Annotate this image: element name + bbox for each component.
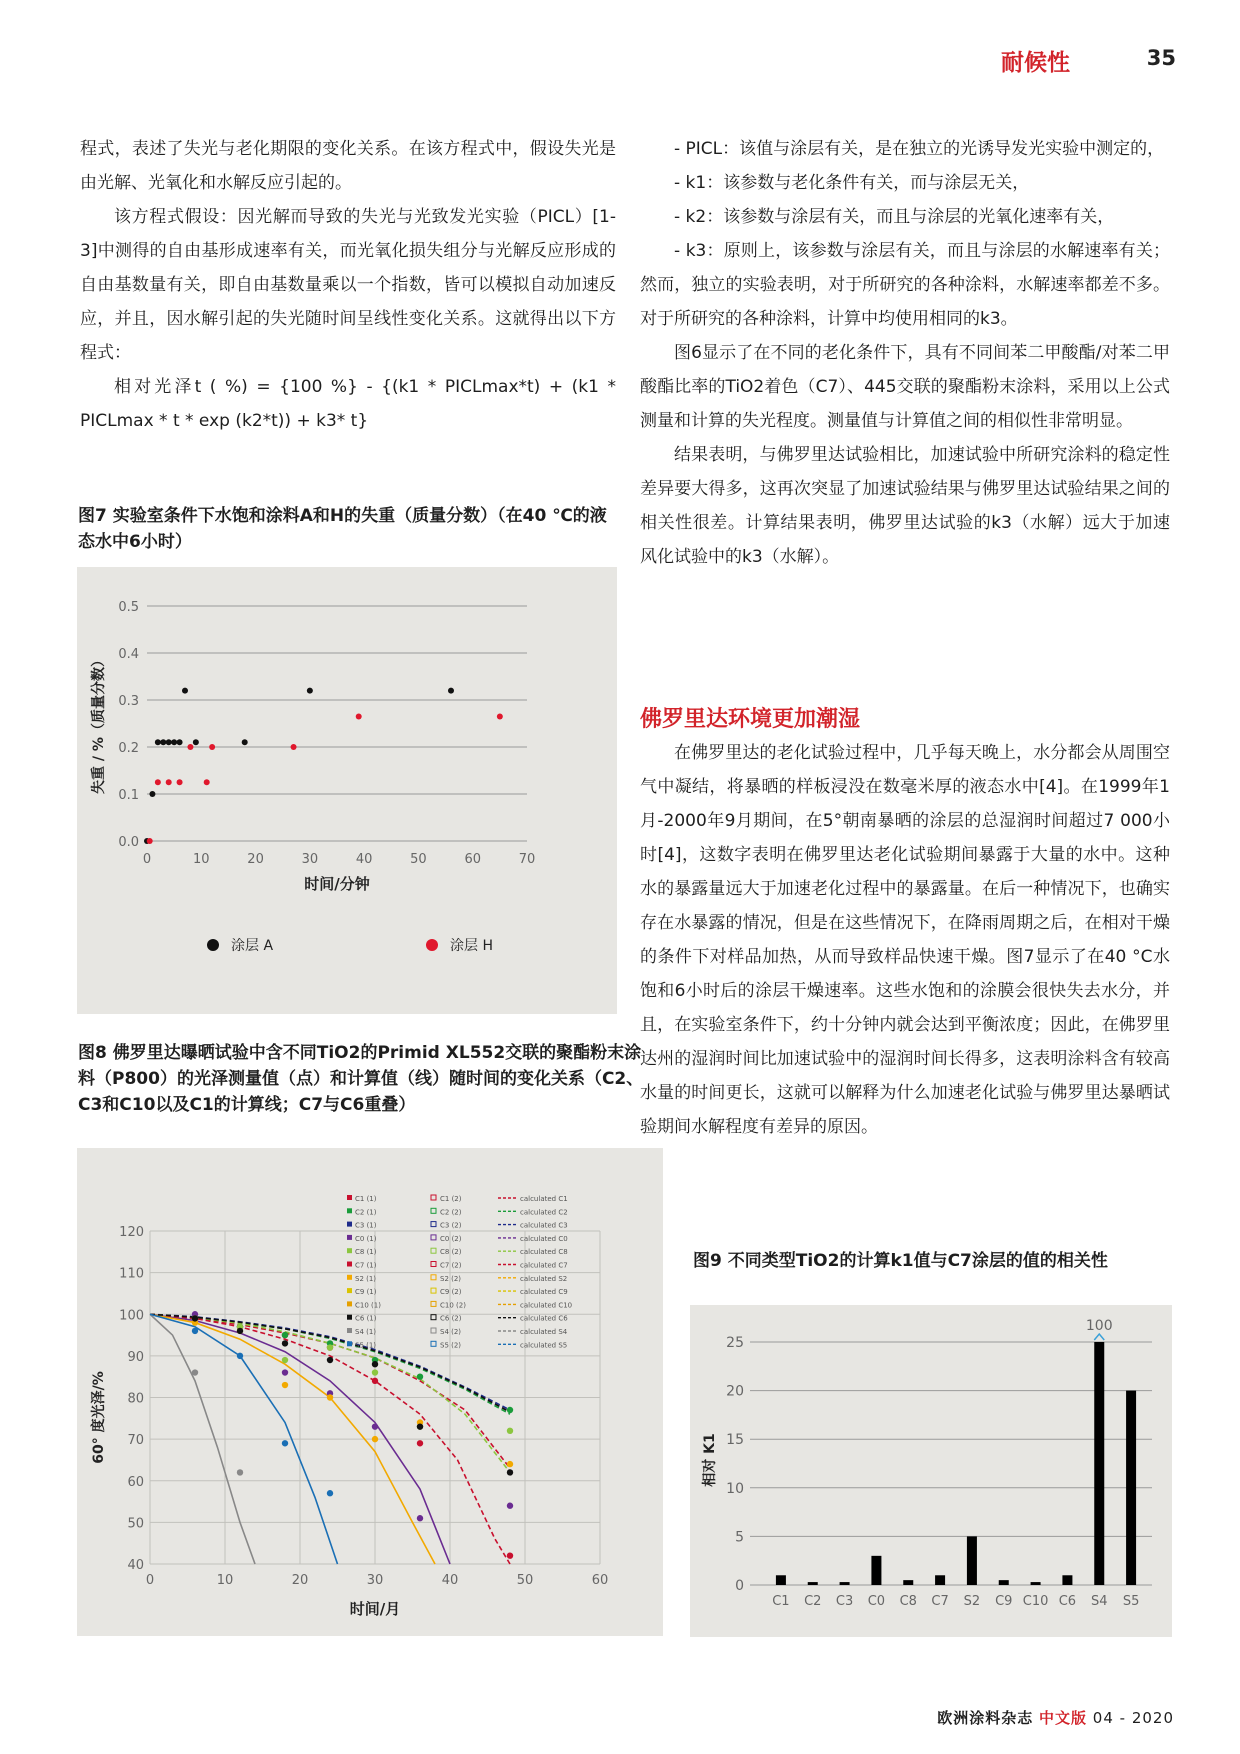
legend-marker: [431, 1288, 436, 1293]
measured-point: [372, 1436, 378, 1442]
data-point: [147, 838, 153, 844]
x-tick-label: 70: [518, 852, 536, 867]
legend-marker: [347, 1222, 352, 1227]
legend-label: C8 (1): [355, 1248, 377, 1257]
legend-marker: [347, 1235, 352, 1240]
fig9-caption: 图9 不同类型TiO2的计算k1值与C7涂层的值的相关性: [693, 1251, 1108, 1271]
legend-label: S4 (1): [355, 1328, 377, 1336]
legend-marker: [431, 1195, 436, 1200]
bar: [1094, 1342, 1104, 1585]
measured-point: [327, 1490, 333, 1496]
section2-title: 佛罗里达环境更加潮湿: [640, 707, 861, 732]
fig9-svg: [690, 1305, 1172, 1637]
y-tick-label: 80: [127, 1391, 144, 1407]
legend-label: 涂层 H: [450, 938, 493, 954]
legend-label: C9 (1): [355, 1288, 377, 1297]
measured-point: [507, 1503, 513, 1509]
x-tick-label: S4: [1090, 1594, 1108, 1609]
legend-marker: [347, 1341, 352, 1346]
legend-marker: [207, 939, 219, 951]
bar: [840, 1582, 850, 1585]
y-axis-label: 60° 度光泽/%: [91, 1371, 107, 1464]
measured-point: [237, 1328, 243, 1334]
x-tick-label: 30: [366, 1573, 384, 1588]
x-tick-label: 50: [516, 1573, 534, 1588]
legend-label: calculated C3: [520, 1221, 568, 1230]
bar: [967, 1536, 977, 1585]
annotation-arrow: [1094, 1334, 1104, 1340]
legend-label: C3 (2): [440, 1221, 462, 1230]
legend-label: C2 (1): [355, 1208, 377, 1217]
legend-label: C8 (2): [440, 1248, 462, 1257]
legend-marker: [431, 1222, 436, 1227]
x-tick-label: 30: [301, 852, 319, 867]
bar: [871, 1556, 881, 1585]
legend-marker: [431, 1328, 436, 1333]
y-tick-label: 0.0: [118, 835, 139, 850]
fig9-chart: [690, 1305, 1172, 1637]
x-tick-label: 60: [591, 1573, 609, 1588]
y-tick-label: 100: [119, 1308, 144, 1324]
legend-marker: [347, 1328, 352, 1333]
data-point: [171, 739, 177, 745]
x-tick-label: 0: [142, 852, 152, 867]
legend-label: C7 (1): [355, 1261, 377, 1270]
footer-edition: 中文版: [1038, 1709, 1087, 1727]
legend-label: S2 (1): [355, 1274, 377, 1283]
data-point: [242, 739, 248, 745]
x-tick-label: S5: [1122, 1594, 1140, 1609]
legend-marker: [431, 1208, 436, 1213]
y-tick-label: 5: [735, 1529, 744, 1546]
right-paragraph-3: - k2：该参数与涂层有关，而且与涂层的光氧化速率有关，: [674, 207, 1115, 227]
section-header: 耐候性: [1001, 50, 1070, 76]
legend-label: S4 (2): [440, 1328, 462, 1336]
y-axis-label: 相对 K1: [702, 1433, 718, 1487]
left-paragraph-2: 该方程式假设：因光解而导致的失光与光致发光实验（PICL）[1-3]中测得的自由基形成速率有关，而光氧化损失组分与光解反应形成的自由基数量有关，即自由基数量乘以一个指数，皆可以模拟自动加速反应，并且，因水解引起的失光随时间呈线性变化关系。这就得出以下方程式：: [80, 207, 616, 363]
section2-paragraph: 在佛罗里达的老化试验过程中，几乎每天晚上，水分都会从周围空气中凝结，将暴晒的样板浸没在数毫米厚的液态水中[4]。在1999年1月-2000年9月期间，在5°朝南暴晒的涂层的总湿润时间超过7 000小时[4]，这数字表明在佛罗里达老化试验期间暴露于大量的水中。这种水的暴露量远大于加速老化过程中的暴露量。在后一种情况下，也确实存在水暴露的情况，但是在这些情况下，在降雨周期之后，在相对干燥的条件下对样品加热，从而导致样品快速干燥。图7显示了在40 °C水饱和6小时后的涂层干燥速率。这些水饱和的涂膜会很快失去水分，并且，在实验室条件下，约十分钟内就会达到平衡浓度；因此，在佛罗里达州的湿润时间比加速试验中的湿润时间长得多，这表明涂料含有较高水量的时间更长，这就可以解释为什么加速老化试验与佛罗里达暴晒试验期间水解程度有差异的原因。: [640, 743, 1170, 1137]
x-tick-label: C9: [995, 1594, 1013, 1609]
legend-label: calculated C1: [520, 1195, 568, 1203]
fig7-caption: 图7 实验室条件下水饱和涂料A和H的失重（质量分数）（在40 ℃的液态水中6小时）: [78, 506, 607, 552]
legend-label: calculated C6: [520, 1314, 568, 1323]
data-point: [307, 688, 313, 694]
legend-marker: [431, 1275, 436, 1280]
y-tick-label: 0.1: [118, 788, 139, 803]
legend-label: calculated C7: [520, 1261, 568, 1270]
x-tick-label: 60: [464, 852, 481, 867]
equation: 相对光泽t ( %) = {100 %} - {(k1 * PICLmax*t) + (k1 * PICLmax * t * exp (k2*t)) + k3* t}: [80, 377, 616, 431]
x-axis-label: 时间/月: [349, 1600, 401, 1618]
measured-point: [372, 1423, 378, 1429]
y-tick-label: 90: [127, 1349, 144, 1365]
legend-label: calculated C9: [520, 1288, 568, 1297]
right-column: [640, 132, 1170, 574]
measured-point: [282, 1369, 288, 1375]
x-tick-label: S2: [963, 1594, 981, 1609]
legend-label: C6 (1): [355, 1314, 377, 1323]
measured-point: [372, 1361, 378, 1367]
legend-label: C9 (2): [440, 1288, 462, 1297]
data-point: [209, 744, 215, 750]
legend-marker: [347, 1262, 352, 1267]
data-point: [155, 739, 161, 745]
measured-point: [192, 1369, 198, 1375]
legend-label: calculated S4: [520, 1328, 568, 1336]
data-point: [291, 744, 297, 750]
measured-point: [507, 1407, 513, 1413]
data-point: [160, 739, 166, 745]
x-tick-label: 50: [410, 852, 427, 867]
x-tick-label: 40: [441, 1573, 459, 1588]
legend-label: C2 (2): [440, 1208, 462, 1217]
x-tick-label: C8: [899, 1594, 917, 1609]
data-point: [204, 779, 210, 785]
data-point: [155, 779, 161, 785]
measured-point: [192, 1315, 198, 1321]
footer-issue: 04 - 2020: [1092, 1709, 1174, 1727]
y-tick-label: 70: [127, 1433, 144, 1449]
y-tick-label: 10: [726, 1480, 744, 1497]
legend-marker: [431, 1248, 436, 1253]
footer-magazine: 欧洲涂料杂志: [937, 1709, 1034, 1727]
bar-annotation: 100: [1085, 1318, 1113, 1334]
legend-label: S5 (1): [355, 1341, 377, 1350]
measured-point: [372, 1378, 378, 1384]
legend-marker: [426, 939, 438, 951]
y-tick-label: 110: [119, 1266, 144, 1282]
bar: [903, 1580, 913, 1585]
y-tick-label: 0.2: [118, 741, 139, 756]
legend-label: C1 (2): [440, 1195, 462, 1203]
right-paragraph-1: - PICL：该值与涂层有关，是在独立的光诱导发光实验中测定的，: [674, 139, 1165, 159]
section2-body: [640, 736, 1170, 1144]
legend-label: C6 (2): [440, 1314, 462, 1323]
legend-label: calculated C2: [520, 1208, 568, 1217]
legend-label: C1 (1): [355, 1195, 377, 1203]
measured-point: [282, 1340, 288, 1346]
bar: [1031, 1582, 1041, 1585]
fig7-svg: [77, 567, 617, 1014]
x-tick-label: 10: [193, 852, 210, 867]
measured-point: [507, 1461, 513, 1467]
bar: [808, 1582, 818, 1585]
fig8-svg: [77, 1148, 663, 1636]
x-tick-label: 20: [291, 1573, 309, 1588]
measured-point: [282, 1440, 288, 1446]
measured-point: [417, 1440, 423, 1446]
right-paragraph-4: - k3：原则上，该参数与涂层有关，而且与涂层的水解速率有关；然而，独立的实验表明，对于所研究的各种涂料，水解速率都差不多。对于所研究的各种涂料，计算中均使用相同的k3。: [640, 241, 1170, 329]
bar: [776, 1575, 786, 1585]
x-tick-label: C7: [931, 1594, 949, 1609]
y-tick-label: 0: [735, 1578, 744, 1594]
legend-label: calculated C10: [520, 1301, 573, 1310]
y-tick-label: 25: [726, 1335, 744, 1351]
measured-point: [417, 1373, 423, 1379]
right-paragraph-5: 图6显示了在不同的老化条件下，具有不同间苯二甲酸酯/对苯二甲酸酯比率的TiO2着色（C7）、445交联的聚酯粉末涂料，采用以上公式测量和计算的失光程度。测量值与计算值之间的相似性非常明显。: [640, 343, 1170, 431]
x-tick-label: 40: [355, 852, 373, 867]
x-tick-label: 20: [247, 852, 264, 867]
footer: [937, 1707, 1174, 1728]
bar: [999, 1580, 1009, 1585]
bar: [935, 1575, 945, 1585]
y-tick-label: 60: [127, 1474, 144, 1490]
y-tick-label: 120: [119, 1225, 144, 1240]
data-point: [193, 739, 199, 745]
x-tick-label: C0: [867, 1594, 886, 1609]
legend-label: C3 (1): [355, 1221, 377, 1230]
data-point: [166, 739, 172, 745]
y-tick-label: 0.5: [118, 600, 139, 615]
data-point: [182, 688, 188, 694]
measured-point: [417, 1515, 423, 1521]
y-tick-label: 20: [726, 1383, 744, 1400]
legend-marker: [347, 1288, 352, 1293]
data-point: [166, 779, 172, 785]
legend-label: S2 (2): [440, 1274, 462, 1283]
y-tick-label: 15: [726, 1432, 744, 1449]
right-paragraph-2: - k1：该参数与老化条件有关，而与涂层无关，: [674, 173, 1030, 193]
measured-point: [327, 1394, 333, 1400]
data-point: [177, 739, 183, 745]
measured-point: [282, 1382, 288, 1388]
y-tick-label: 0.4: [118, 647, 139, 662]
legend-marker: [347, 1275, 352, 1280]
measured-point: [237, 1353, 243, 1359]
left-paragraph-1: 程式，表述了失光与老化期限的变化关系。在该方程式中，假设失光是由光解、光氧化和水解反应引起的。: [80, 139, 616, 193]
y-tick-label: 0.3: [118, 694, 139, 709]
right-paragraph-6: 结果表明，与佛罗里达试验相比，加速试验中所研究涂料的稳定性差异要大得多，这再次突显了加速试验结果与佛罗里达试验结果之间的相关性很差。计算结果表明，佛罗里达试验的k3（水解）远大于加速风化试验中的k3（水解）。: [640, 445, 1170, 567]
legend-label: C10 (2): [440, 1301, 466, 1310]
measured-point: [282, 1332, 288, 1338]
data-point: [187, 744, 193, 750]
fig8-caption: 图8 佛罗里达曝晒试验中含不同TiO2的Primid XL552交联的聚酯粉末涂料（P800）的光泽测量值（点）和计算值（线）随时间的变化关系（C2、C3和C10以及C1的计算线；C7与C6重叠）: [78, 1043, 644, 1115]
left-column: [80, 132, 616, 438]
legend-label: C0 (1): [355, 1234, 377, 1243]
page-number: 35: [1146, 46, 1176, 70]
data-point: [356, 713, 362, 719]
legend-marker: [347, 1315, 352, 1320]
data-point: [177, 779, 183, 785]
legend-label: calculated S2: [520, 1274, 568, 1283]
legend-marker: [347, 1248, 352, 1253]
legend-label: S5 (2): [440, 1341, 462, 1350]
x-tick-label: C10: [1022, 1594, 1049, 1609]
measured-point: [372, 1369, 378, 1375]
legend-marker: [431, 1315, 436, 1320]
legend-label: calculated C0: [520, 1234, 568, 1243]
measured-point: [417, 1423, 423, 1429]
legend-label: C10 (1): [355, 1301, 381, 1310]
measured-point: [327, 1357, 333, 1363]
measured-point: [327, 1344, 333, 1350]
x-tick-label: 0: [145, 1573, 155, 1588]
legend-label: calculated S5: [520, 1341, 568, 1350]
y-tick-label: 40: [127, 1558, 144, 1573]
legend-label: C7 (2): [440, 1261, 462, 1270]
data-point: [497, 713, 503, 719]
fig8-chart: [77, 1148, 663, 1636]
x-tick-label: C1: [772, 1594, 790, 1609]
fig7-chart: [77, 567, 617, 1014]
bar: [1126, 1391, 1136, 1585]
data-point: [149, 791, 155, 797]
legend-label: calculated C8: [520, 1248, 568, 1257]
legend-marker: [431, 1301, 436, 1306]
legend-label: C0 (2): [440, 1234, 462, 1243]
legend-marker: [431, 1262, 436, 1267]
legend-marker: [431, 1235, 436, 1240]
y-tick-label: 50: [127, 1516, 144, 1532]
measured-point: [507, 1469, 513, 1475]
legend-label: 涂层 A: [231, 938, 274, 954]
bar: [1062, 1575, 1072, 1585]
x-tick-label: C3: [835, 1594, 854, 1609]
legend-marker: [347, 1208, 352, 1213]
legend-marker: [347, 1195, 352, 1200]
measured-point: [192, 1328, 198, 1334]
x-axis-label: 时间/分钟: [304, 875, 370, 893]
measured-point: [507, 1552, 513, 1558]
y-axis-label: 失重 / %（质量分数）: [91, 653, 107, 794]
measured-point: [507, 1428, 513, 1434]
x-tick-label: 10: [216, 1573, 234, 1588]
measured-point: [282, 1357, 288, 1363]
legend-marker: [431, 1341, 436, 1346]
legend-marker: [347, 1301, 352, 1306]
data-point: [448, 688, 454, 694]
x-tick-label: C6: [1058, 1594, 1077, 1609]
measured-point: [237, 1469, 243, 1475]
x-tick-label: C2: [804, 1594, 822, 1609]
